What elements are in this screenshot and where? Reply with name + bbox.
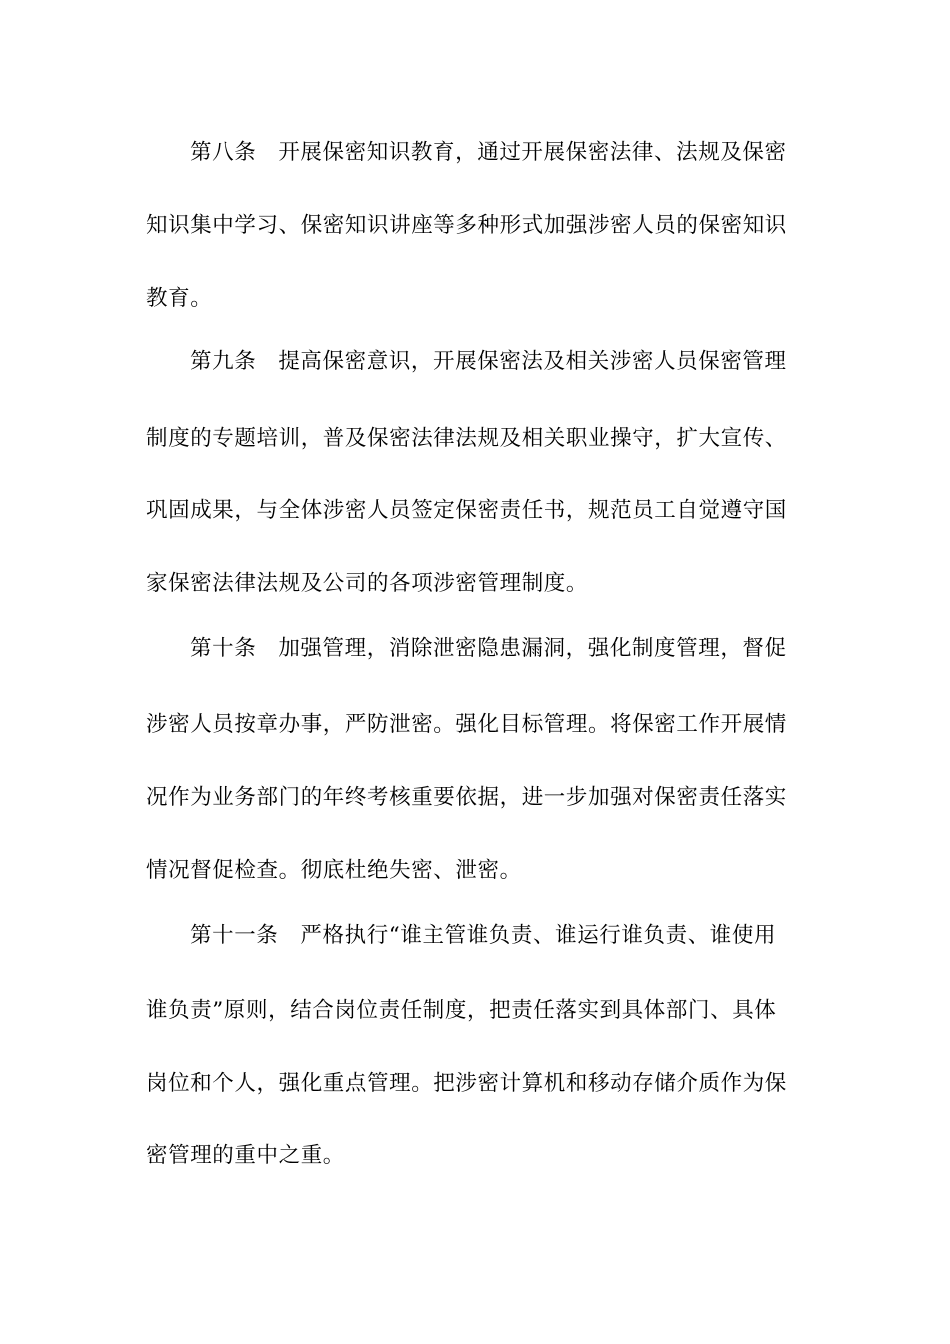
article-10-line-1: 加强管理，消除泄密隐患漏洞，强化制度管理，督促	[278, 636, 787, 661]
article-10-line-4: 情况督促检查。彻底杜绝失密、泄密。	[146, 858, 522, 883]
article-8-line-2: 知识集中学习、保密知识讲座等多种形式加强涉密人员的保密知识	[146, 213, 787, 238]
article-9-line-2: 制度的专题培训，普及保密法律法规及相关职业操守，扩大宣传、	[146, 426, 787, 451]
article-10-line-2: 涉密人员按章办事，严防泄密。强化目标管理。将保密工作开展情	[146, 712, 787, 737]
article-11-heading: 第十一条	[190, 923, 279, 948]
article-8-line-1: 开展保密知识教育，通过开展保密法律、法规及保密	[278, 140, 787, 165]
article-8-heading: 第八条	[190, 140, 257, 165]
article-9-line-4: 家保密法律法规及公司的各项涉密管理制度。	[146, 571, 589, 596]
article-11-line-1: 严格执行“谁主管谁负责、谁运行谁负责、谁使用	[300, 923, 777, 948]
article-9-heading: 第九条	[190, 349, 257, 374]
article-11-first-line	[190, 916, 806, 956]
article-8-line-3: 教育。	[146, 286, 213, 311]
article-9-first-line	[190, 342, 806, 382]
article-11-line-2: 谁负责”原则，结合岗位责任制度，把责任落实到具体部门、具体	[146, 998, 777, 1023]
article-10-heading: 第十条	[190, 636, 257, 661]
article-11-line-4: 密管理的重中之重。	[146, 1143, 345, 1168]
article-9-line-3: 巩固成果，与全体涉密人员签定保密责任书，规范员工自觉遵守国	[146, 498, 787, 523]
article-8-first-line	[190, 133, 806, 173]
article-9-line-1: 提高保密意识，开展保密法及相关涉密人员保密管理	[278, 349, 787, 374]
article-11-line-3: 岗位和个人，强化重点管理。把涉密计算机和移动存储介质作为保	[146, 1071, 787, 1096]
article-10-first-line	[190, 629, 806, 669]
article-10-line-3: 况作为业务部门的年终考核重要依据，进一步加强对保密责任落实	[146, 785, 787, 810]
